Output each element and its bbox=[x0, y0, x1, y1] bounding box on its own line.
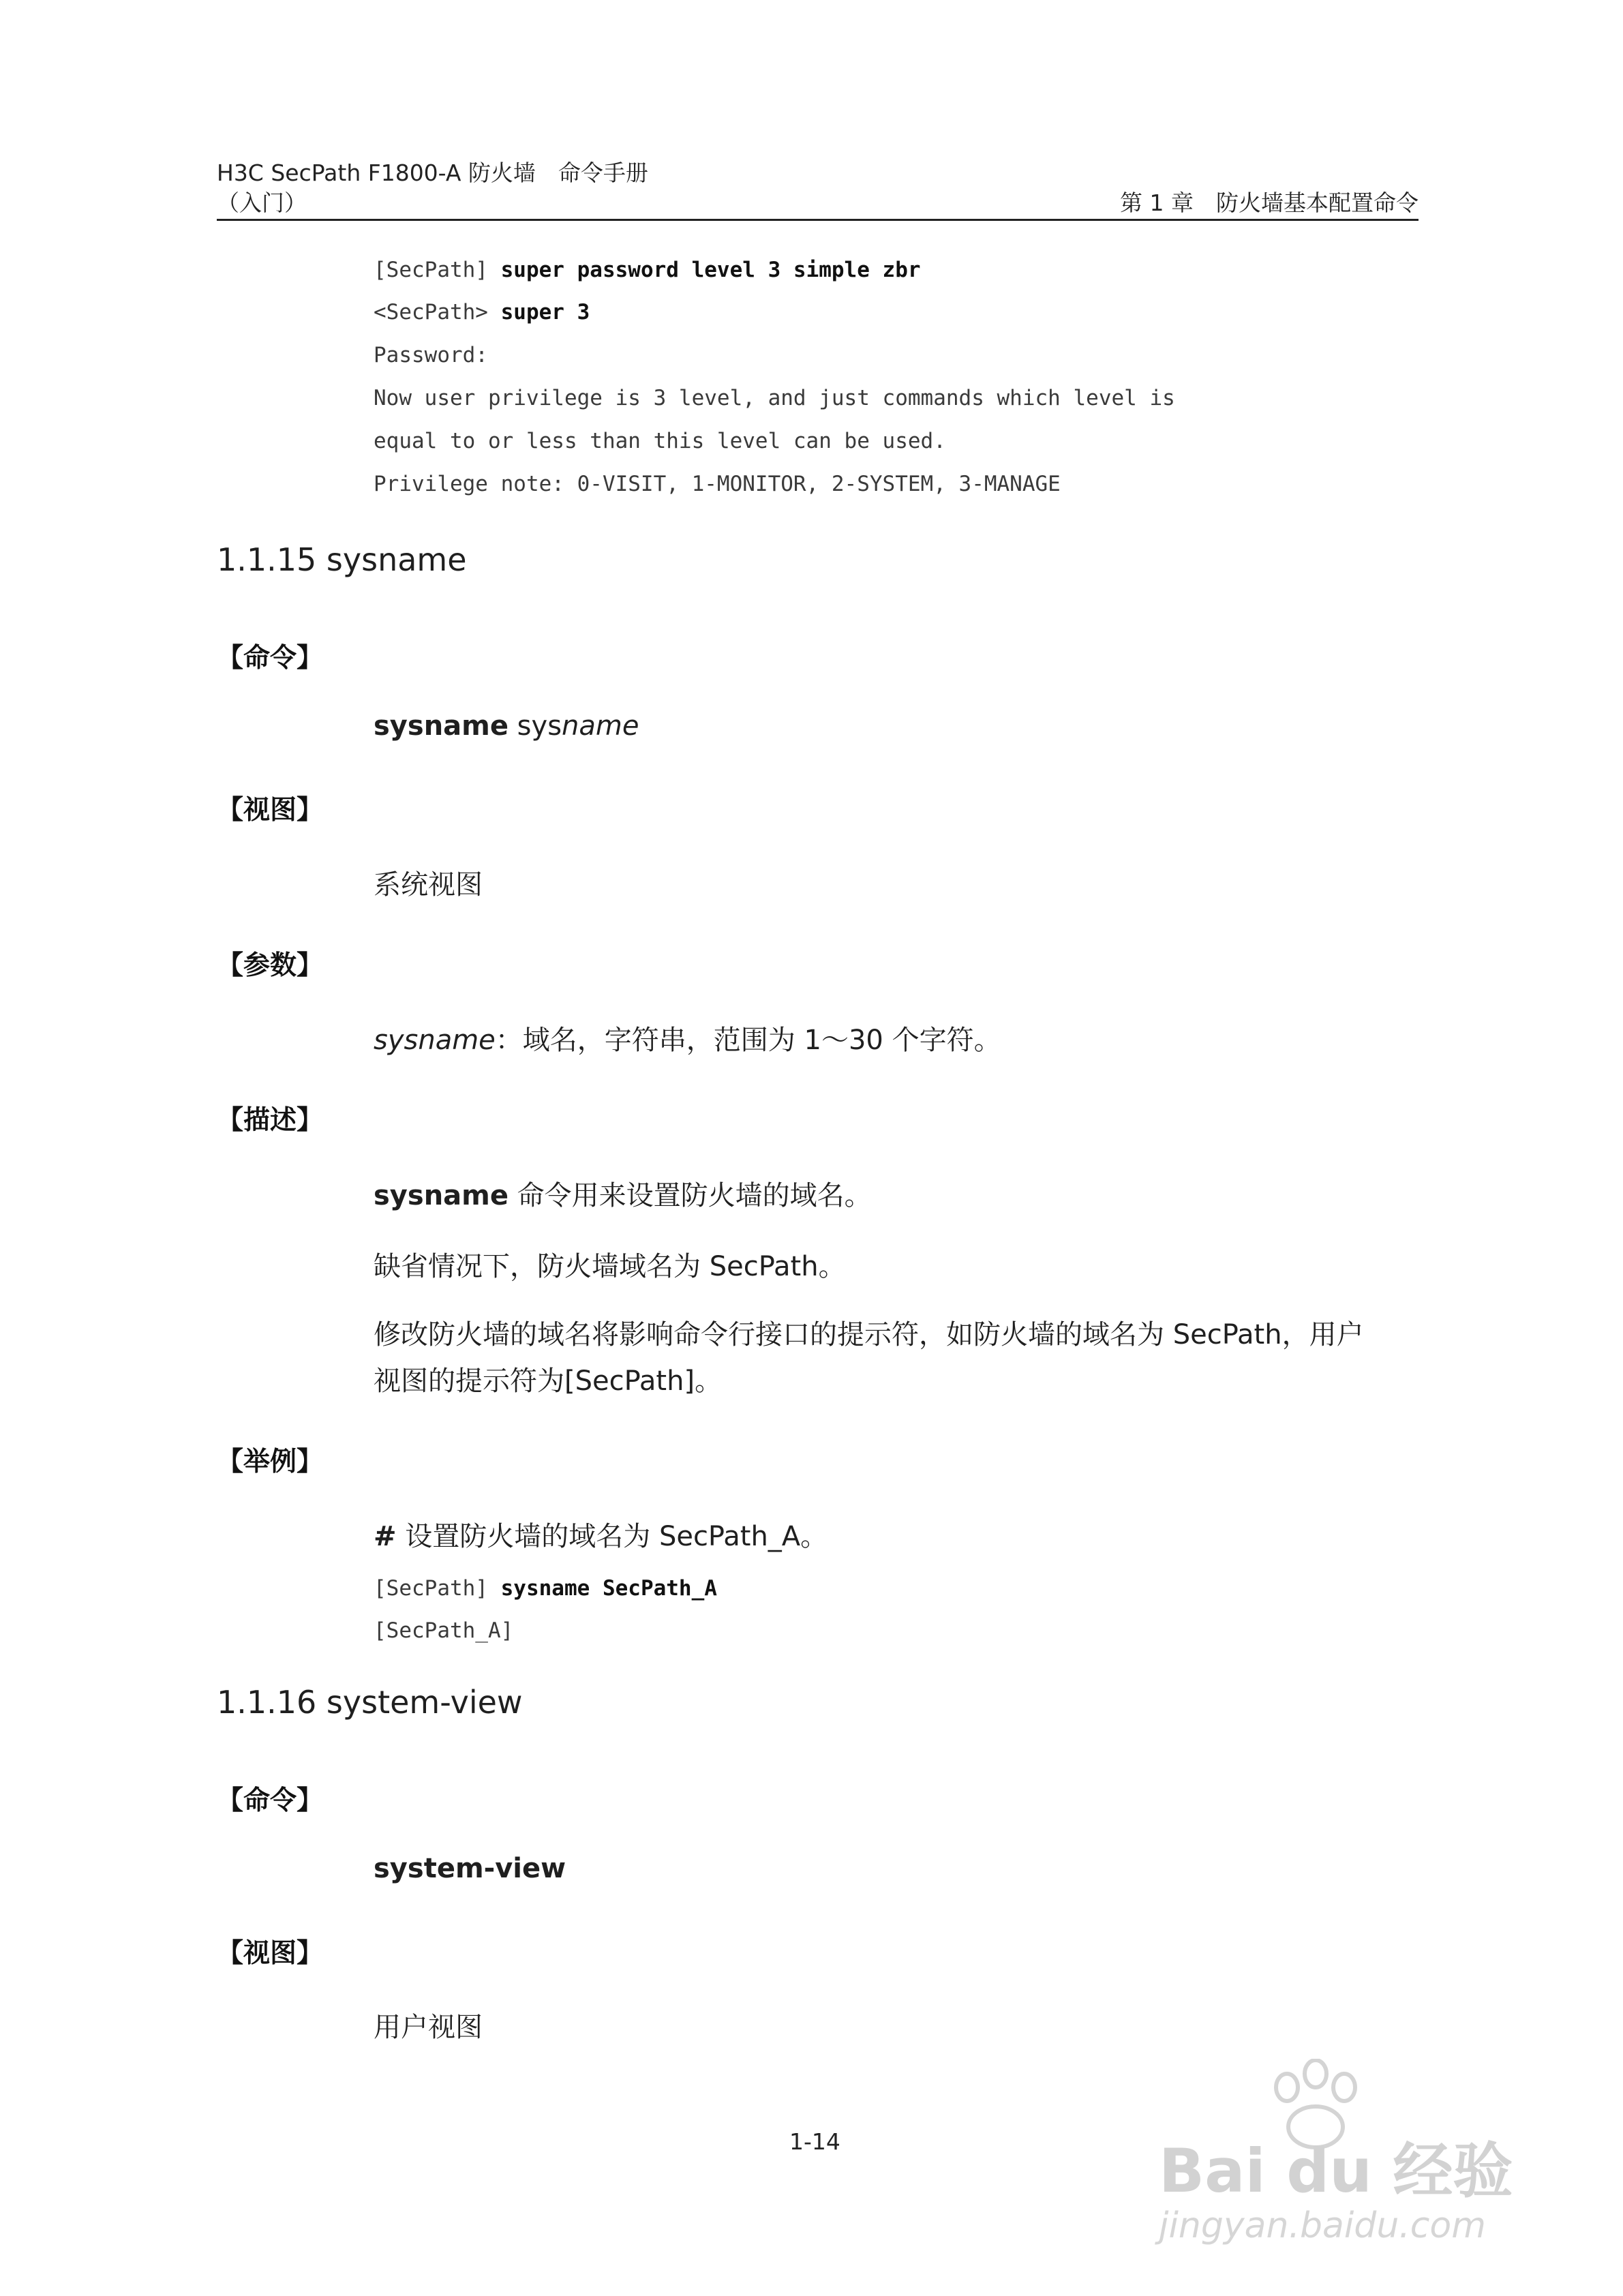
header-doc-subtitle: （入门） bbox=[217, 190, 307, 216]
label-command: 【命令】 bbox=[217, 1785, 324, 1816]
view-text: 系统视图 bbox=[374, 869, 483, 901]
page-number: 1-14 bbox=[789, 2128, 840, 2155]
label-example: 【举例】 bbox=[217, 1447, 324, 1477]
label-description: 【描述】 bbox=[217, 1105, 324, 1136]
code-line: Privilege note: 0-VISIT, 1-MONITOR, 2-SYSTEM, 3-MANAGE bbox=[374, 472, 1061, 496]
description-line: 视图的提示符为[SecPath]。 bbox=[374, 1365, 723, 1397]
parameter-text: sysname：域名，字符串，范围为 1～30 个字符。 bbox=[374, 1025, 1001, 1056]
code-line: Now user privilege is 3 level, and just commands which level is bbox=[374, 386, 1175, 410]
header-doc-title: H3C SecPath F1800-A 防火墙 命令手册 bbox=[217, 160, 648, 186]
view-text: 用户视图 bbox=[374, 2012, 483, 2043]
watermark-url: jingyan.baidu.com bbox=[1159, 2205, 1486, 2246]
command-syntax: system-view bbox=[374, 1853, 566, 1884]
header-divider bbox=[217, 219, 1419, 221]
example-text: # 设置防火墙的域名为 SecPath_A。 bbox=[374, 1521, 828, 1552]
code-line: equal to or less than this level can be used. bbox=[374, 429, 946, 453]
label-parameters: 【参数】 bbox=[217, 950, 324, 981]
section-heading-sysname: 1.1.15 sysname bbox=[217, 541, 467, 578]
watermark-brand: Bai du 经验 bbox=[1159, 2136, 1513, 2206]
code-line: <SecPath> super 3 bbox=[374, 300, 590, 324]
description-line: sysname 命令用来设置防火墙的域名。 bbox=[374, 1180, 872, 1211]
command-syntax: sysname sysname bbox=[374, 710, 639, 742]
section-heading-system-view: 1.1.16 system-view bbox=[217, 1684, 523, 1721]
label-command: 【命令】 bbox=[217, 643, 324, 674]
label-view: 【视图】 bbox=[217, 795, 324, 826]
header-chapter: 第 1 章 防火墙基本配置命令 bbox=[1120, 190, 1419, 216]
code-line: [SecPath] super password level 3 simple zbr bbox=[374, 258, 921, 282]
baidu-jingyan-watermark bbox=[1145, 2059, 1554, 2263]
description-line: 修改防火墙的域名将影响命令行接口的提示符，如防火墙的域名为 SecPath，用户 bbox=[374, 1319, 1364, 1350]
description-line: 缺省情况下，防火墙域名为 SecPath。 bbox=[374, 1251, 846, 1282]
code-line: Password: bbox=[374, 343, 488, 367]
code-line: [SecPath] sysname SecPath_A bbox=[374, 1576, 717, 1601]
code-line: [SecPath_A] bbox=[374, 1618, 514, 1643]
label-view: 【视图】 bbox=[217, 1938, 324, 1969]
